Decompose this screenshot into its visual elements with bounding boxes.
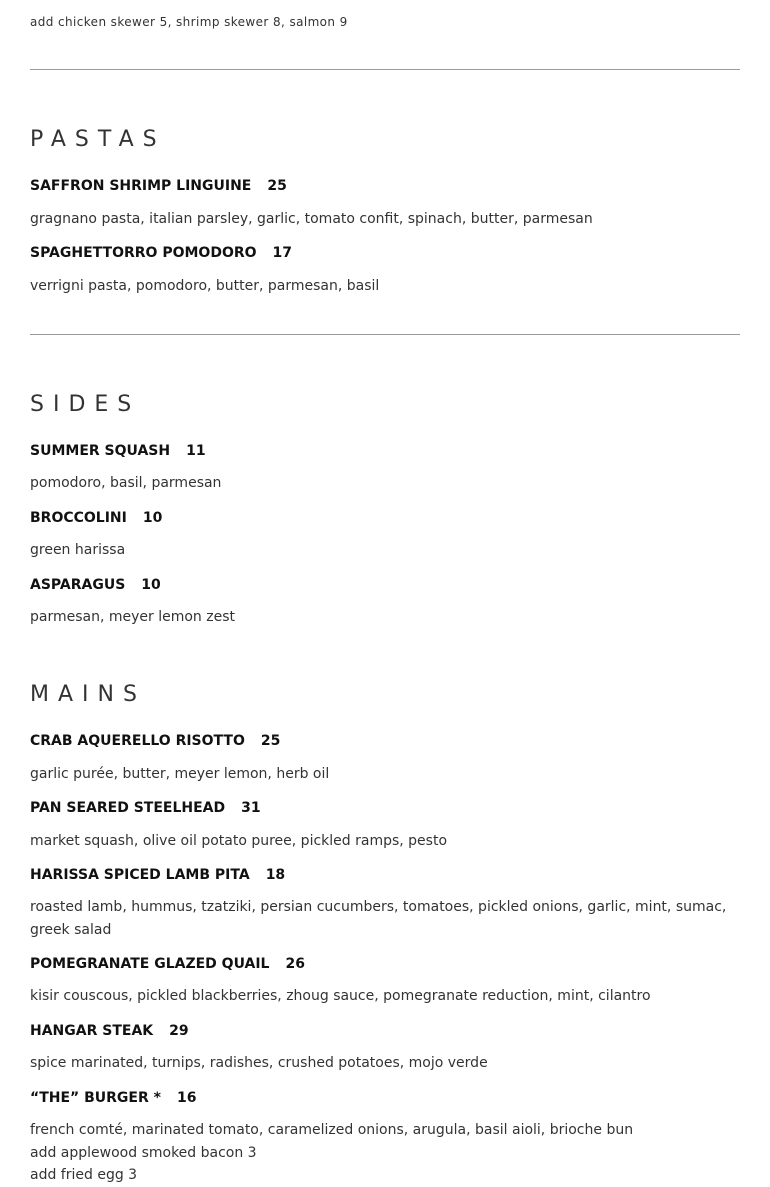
item-price: 11	[186, 443, 206, 459]
item-title: PAN SEARED STEELHEAD	[30, 800, 226, 816]
description-line: verrigni pasta, pomodoro, butter, parmesan, basil	[30, 278, 380, 294]
description-line: green harissa	[30, 542, 126, 558]
menu-item-description	[30, 985, 740, 1008]
item-title: ASPARAGUS	[30, 577, 126, 593]
menu-item-name	[30, 245, 292, 261]
menu-item-name	[30, 577, 161, 593]
description-line: gragnano pasta, italian parsley, garlic, tomato confit, spinach, butter, parmesan	[30, 211, 593, 227]
description-line: greek salad	[30, 921, 112, 938]
item-price: 29	[169, 1023, 189, 1039]
item-title: SAFFRON SHRIMP LINGUINE	[30, 178, 252, 194]
description-line: roasted lamb, hummus, tzatziki, persian cucumbers, tomatoes, pickled onions, garlic, mint, sumac,	[30, 899, 727, 915]
menu-item-description	[30, 1119, 740, 1187]
menu-item-name	[30, 956, 305, 972]
item-price: 10	[142, 510, 163, 526]
item-title: SUMMER SQUASH	[30, 443, 171, 459]
description-line: parmesan, meyer lemon zest	[30, 609, 236, 625]
item-price: 10	[141, 577, 161, 593]
item-title: BROCCOLINI	[30, 510, 127, 526]
menu-item-name	[30, 733, 280, 749]
divider	[30, 334, 740, 335]
menu-item-name	[30, 1023, 189, 1039]
section-title-sides: SIDES	[30, 392, 141, 417]
item-title: SPAGHETTORRO POMODORO	[30, 245, 257, 261]
menu-item-description	[30, 896, 740, 941]
item-title: POMEGRANATE GLAZED QUAIL	[30, 956, 270, 972]
item-price: 26	[285, 956, 305, 972]
item-price: 16	[176, 1090, 197, 1106]
menu-item-description	[30, 208, 740, 231]
description-line: add fried egg 3	[30, 1167, 138, 1183]
menu-item-name	[30, 178, 287, 194]
item-title: HARISSA SPICED LAMB PITA	[30, 867, 250, 883]
menu-item-description	[30, 606, 740, 629]
divider	[30, 69, 740, 70]
item-price: 25	[267, 178, 287, 194]
menu-item-name	[30, 800, 261, 816]
item-title: “THE” BURGER *	[30, 1090, 161, 1106]
menu-item-name	[30, 510, 162, 526]
menu-item-name	[30, 867, 285, 883]
item-title: HANGAR STEAK	[30, 1023, 154, 1039]
item-price: 17	[272, 245, 293, 261]
description-line: spice marinated, turnips, radishes, crushed potatoes, mojo verde	[30, 1055, 488, 1071]
description-line: french comté, marinated tomato, caramelized onions, arugula, basil aioli, brioche bun	[30, 1122, 634, 1138]
item-price: 25	[260, 733, 281, 749]
item-price: 18	[265, 867, 286, 883]
section-title-mains: MAINS	[30, 682, 146, 707]
description-line: market squash, olive oil potato puree, pickled ramps, pesto	[30, 833, 448, 849]
addon-note: add chicken skewer 5, shrimp skewer 8, salmon 9	[30, 15, 348, 29]
menu-item-name	[30, 443, 206, 459]
description-line: kisir couscous, pickled blackberries, zhoug sauce, pomegranate reduction, mint, cilantro	[30, 988, 651, 1004]
menu-item-description	[30, 763, 740, 786]
menu-item-description	[30, 539, 740, 562]
item-title: CRAB AQUERELLO RISOTTO	[30, 733, 245, 749]
menu-item-description	[30, 472, 740, 495]
item-price: 31	[241, 800, 261, 816]
menu-item-name	[30, 1090, 196, 1106]
menu-item-description	[30, 1052, 740, 1075]
description-line: add applewood smoked bacon 3	[30, 1144, 257, 1161]
section-title-pastas: PASTAS	[30, 127, 166, 152]
menu-item-description	[30, 275, 740, 298]
description-line: garlic purée, butter, meyer lemon, herb oil	[30, 766, 330, 782]
description-line: pomodoro, basil, parmesan	[30, 475, 222, 491]
menu-item-description	[30, 830, 740, 853]
